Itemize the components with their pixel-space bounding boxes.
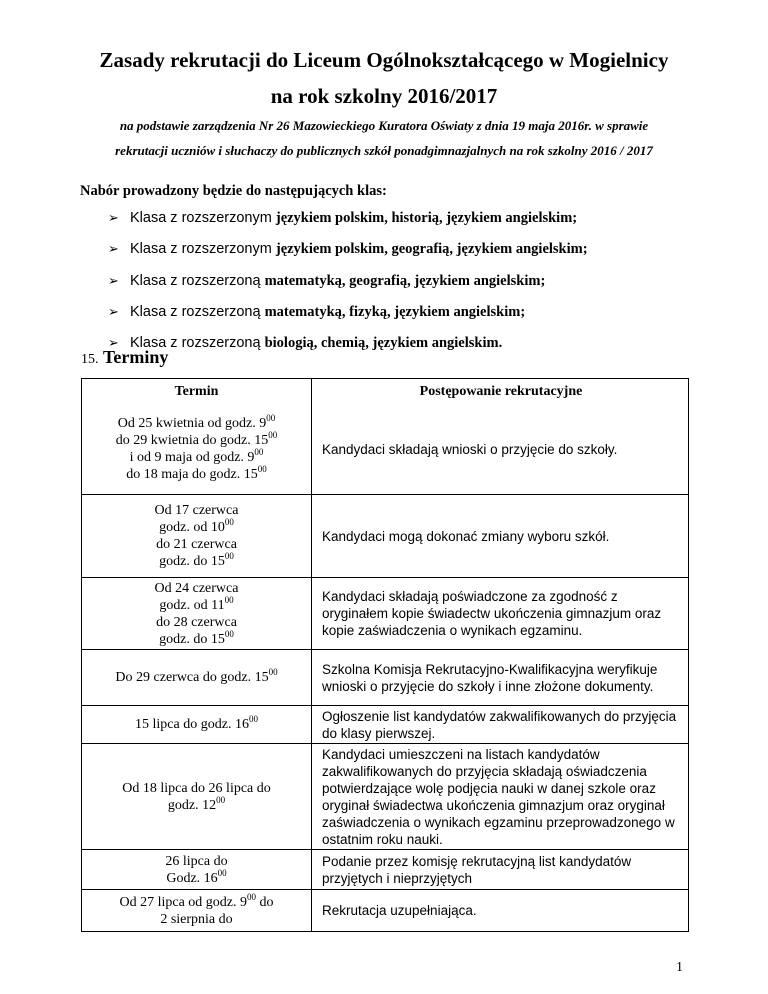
- list-item: [108, 273, 588, 304]
- arrow-bullet-icon: ➢: [108, 242, 119, 258]
- table-row: [82, 578, 689, 650]
- header-procedure: Postępowanie rekrutacyjne: [312, 379, 689, 405]
- list-item: [108, 210, 588, 241]
- procedure-cell: Kandydaci składają wnioski o przyjęcie do szkoły.: [312, 405, 689, 495]
- term-sup: 00: [254, 447, 264, 458]
- term-text: Od 24 czerwca: [154, 580, 239, 596]
- arrow-bullet-icon: ➢: [108, 211, 119, 226]
- term-text: Od 25 kwietnia od godz. 9: [117, 416, 267, 432]
- term-sup: 00: [257, 464, 267, 475]
- list-item: [108, 335, 588, 366]
- arrow-bullet-icon: ➢: [108, 304, 119, 320]
- legal-basis-line-2: rekrutacji uczniów i słuchaczy do publicznych szkół ponadgimnazjalnych na rok szkolny 2016 / 2017: [115, 143, 653, 158]
- term-text: godz. od 11: [159, 597, 225, 613]
- procedure-cell: Podanie przez komisję rekrutacyjną list kandydatów przyjętych i nieprzyjętych: [312, 850, 689, 890]
- class-subjects: językiem polskim, historią, językiem angielskim;: [275, 210, 578, 226]
- term-text: do 28 czerwca: [156, 614, 237, 630]
- procedure-cell: Szkolna Komisja Rekrutacyjno-Kwalifikacyjna weryfikuje wnioski o przyjęcie do szkoły i inne złożone dokumenty.: [312, 650, 689, 706]
- classes-intro: Nabór prowadzony będzie do następujących klas:: [80, 183, 387, 199]
- legal-basis-line-1: na podstawie zarządzenia Nr 26 Mazowieckiego Kuratora Oświaty z dnia 19 maja 2016r. w sprawie: [119, 118, 649, 133]
- class-subjects: matematyką, fizyką, językiem angielskim;: [264, 303, 526, 320]
- term-text: Od 27 lipca od godz. 9: [119, 894, 248, 910]
- term-text: do 29 kwietnia do godz. 15: [115, 433, 269, 449]
- class-subjects: językiem polskim, geografią, językiem angielskim;: [275, 241, 588, 258]
- term-text: do 18 maja do godz. 15: [126, 467, 258, 483]
- term-sup: 00: [268, 430, 278, 441]
- term-text: i od 9 maja od godz. 9: [129, 450, 255, 466]
- term-cell: [82, 850, 312, 890]
- section-number: 15.: [81, 352, 99, 367]
- list-item: [108, 241, 588, 272]
- term-text: Od 17 czerwca: [154, 503, 239, 518]
- terms-table: [81, 378, 689, 932]
- page-number: 1: [676, 960, 683, 975]
- table-row: [82, 850, 689, 890]
- term-text: 15 lipca do godz. 16: [135, 717, 249, 732]
- procedure-cell: Ogłoszenie list kandydatów zakwalifikowanych do przyjęcia do klasy pierwszej.: [312, 706, 689, 744]
- term-text: godz. do 15: [159, 631, 225, 647]
- procedure-cell: Kandydaci składają poświadczone za zgodność z oryginałem kopie świadectw ukończenia gimnazjum oraz kopie zaświadczenia o wynikach egzaminu.: [312, 578, 689, 650]
- term-text: godz. od 10: [159, 520, 225, 535]
- section-heading: [81, 347, 168, 368]
- term-text: Godz. 16: [166, 870, 218, 886]
- term-cell: [82, 706, 312, 744]
- procedure-cell: Kandydaci mogą dokonać zmiany wyboru szkół.: [312, 495, 689, 578]
- term-sup: 00: [247, 891, 257, 902]
- term-text: do 21 czerwca: [156, 537, 237, 552]
- term-text: godz. do 15: [159, 554, 225, 569]
- arrow-bullet-icon: ➢: [108, 336, 119, 352]
- list-item: [108, 304, 588, 335]
- term-cell: [82, 744, 312, 850]
- class-subjects: matematyką, geografią, językiem angielskim;: [264, 272, 546, 289]
- class-prefix: Klasa z rozszerzonym: [130, 241, 276, 258]
- procedure-cell: Kandydaci umieszczeni na listach kandydatów zakwalifikowanych do przyjęcia składają oświadczenia potwierdzające wolę podjęcia nauki w danej szkole oraz oryginał świadectwa ukończenia gimnazjum oraz oryginał zaświadczenia o wynikach egzaminu przeprowadzonego w ostatnim roku nauki.: [312, 744, 689, 850]
- term-cell: [82, 405, 312, 495]
- class-prefix: Klasa z rozszerzoną: [130, 303, 265, 320]
- page-subtitle-year: na rok szkolny 2016/2017: [270, 84, 498, 108]
- class-subjects: biologią, chemią, językiem angielskim.: [264, 335, 503, 352]
- table-row: [82, 405, 689, 495]
- class-prefix: Klasa z rozszerzoną: [130, 272, 265, 289]
- term-cell: [82, 890, 312, 932]
- term-text: godz. 12: [167, 797, 217, 813]
- section-title: Terminy: [103, 347, 169, 367]
- term-cell: [82, 578, 312, 650]
- class-prefix: Klasa z rozszerzonym: [130, 210, 276, 226]
- term-sup: 00: [224, 628, 234, 639]
- term-sup: 00: [224, 517, 234, 527]
- table-row: [82, 495, 689, 578]
- term-text: do: [256, 894, 274, 910]
- term-sup: 00: [266, 413, 276, 424]
- header-term: Termin: [82, 379, 312, 405]
- term-sup: 00: [216, 794, 226, 805]
- class-prefix: Klasa z rozszerzoną: [130, 335, 265, 352]
- term-sup: 00: [268, 667, 278, 677]
- table-header-row: [82, 379, 689, 405]
- page-title: Zasady rekrutacji do Liceum Ogólnokształcącego w Mogielnicy: [99, 48, 669, 72]
- term-text: Do 29 czerwca do godz. 15: [115, 670, 269, 685]
- term-sup: 00: [248, 714, 258, 724]
- term-text: 26 lipca do: [165, 853, 228, 869]
- classes-list: [108, 210, 588, 366]
- term-sup: 00: [224, 551, 234, 561]
- term-cell: [82, 650, 312, 706]
- term-cell: [82, 495, 312, 578]
- table-row: [82, 744, 689, 850]
- term-text: 2 sierpnia do: [160, 911, 233, 927]
- term-sup: 00: [224, 594, 234, 605]
- table-row: [82, 650, 689, 706]
- term-sup: 00: [217, 867, 227, 878]
- table-row: [82, 890, 689, 932]
- arrow-bullet-icon: ➢: [108, 273, 119, 289]
- table-row: [82, 706, 689, 744]
- procedure-cell: Rekrutacja uzupełniająca.: [312, 890, 689, 932]
- term-text: Od 18 lipca do 26 lipca do: [122, 780, 271, 796]
